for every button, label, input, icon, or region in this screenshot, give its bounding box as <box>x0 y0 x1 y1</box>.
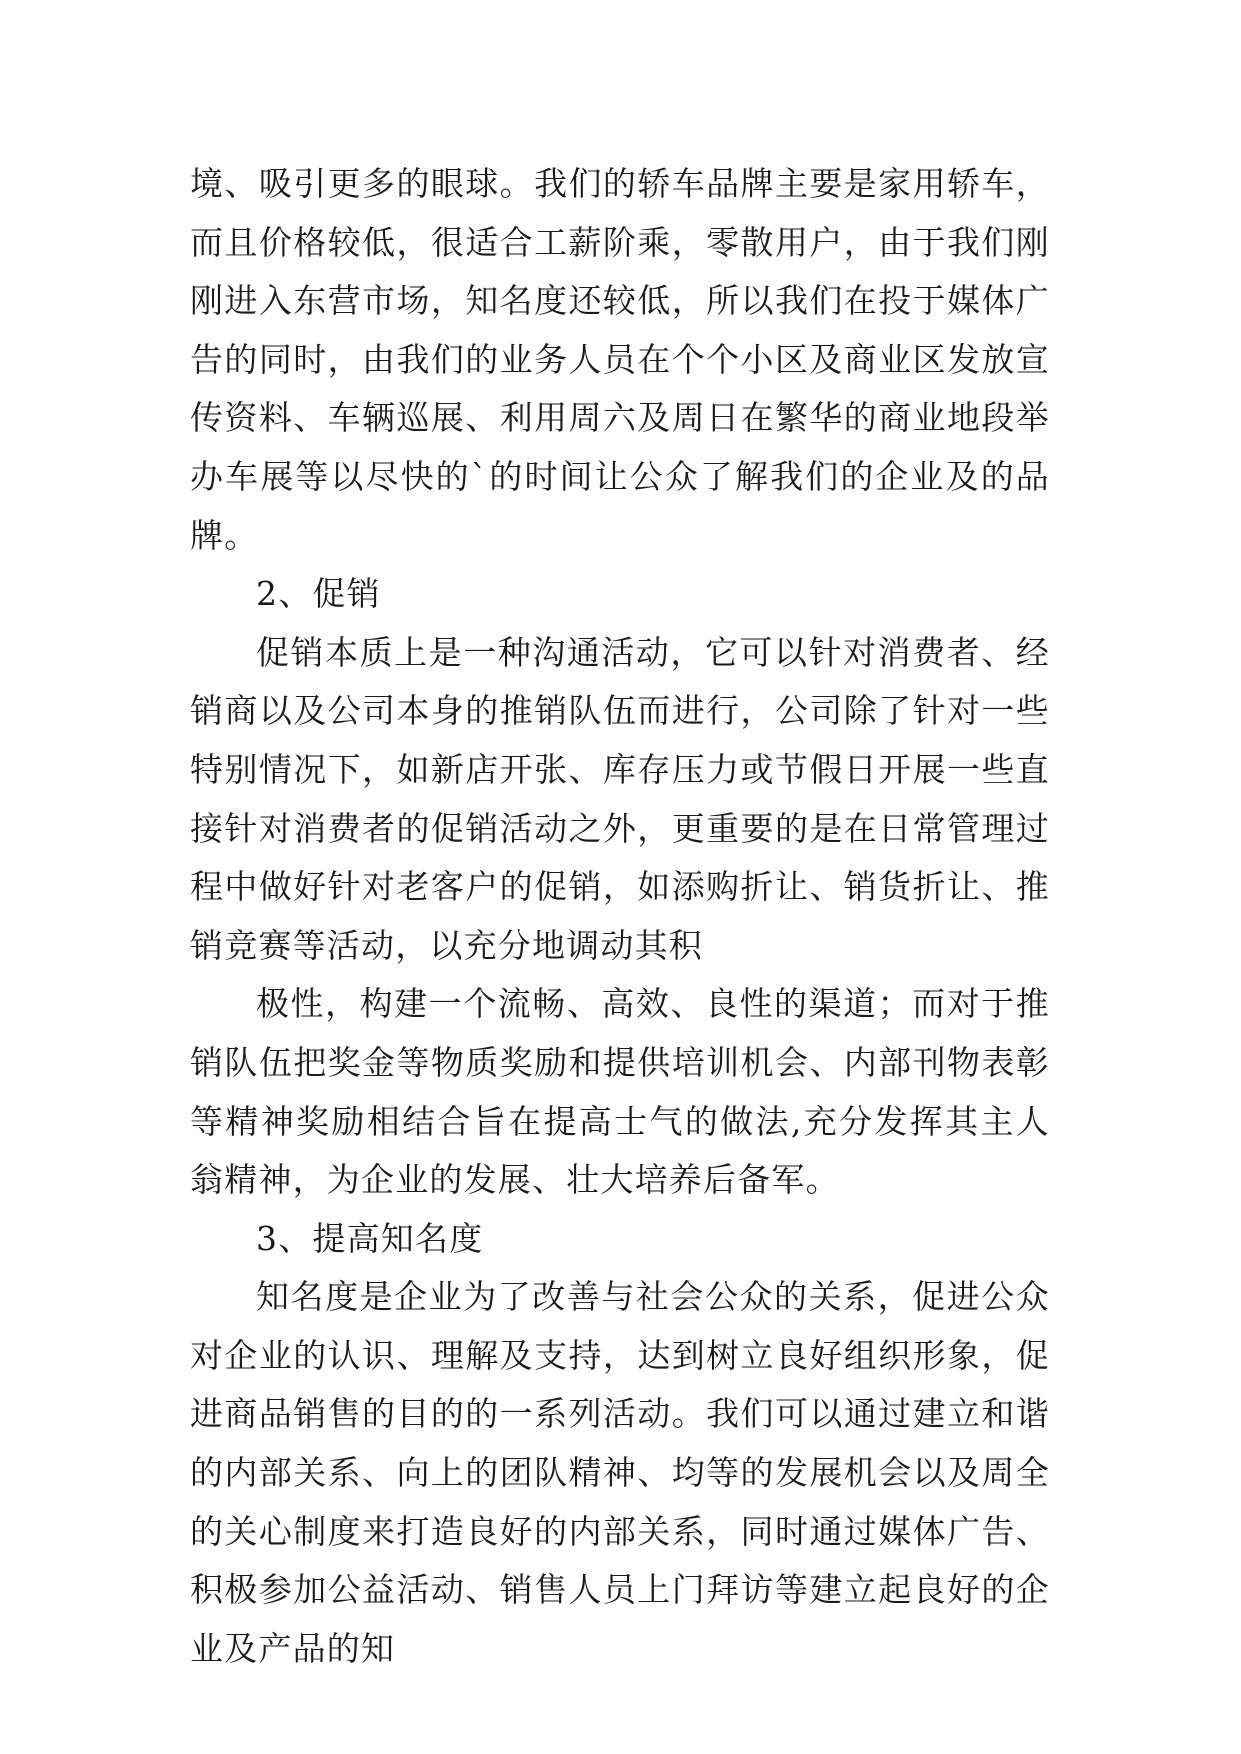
section-heading-awareness: 3、提高知名度 <box>256 1218 484 1258</box>
section-heading-promotion: 2、促销 <box>256 574 381 614</box>
paragraph-awareness-definition: 知名度是企业为了改善与社会公众的关系，促进公众对企业的认识、理解及支持，达到树立良好组织形象，促进商品销售的目的的一系列活动。我们可以通过建立和谐的内部关系、向上的团队精神、均等的发展机会以及周全的关心制度来打造良好的内部关系，同时通过媒体广告、积极参加公益活动、销售人员上门拜访等建立起良好的企业及产品的知 <box>190 1277 1050 1668</box>
paragraph-sales-team-motivation: 极性，构建一个流畅、高效、良性的渠道；而对于推销队伍把奖金等物质奖励和提供培训机会、内部刊物表彰等精神奖励相结合旨在提高士气的做法,充分发挥其主人翁精神，为企业的发展、壮大培养后备军。 <box>190 984 1050 1200</box>
document-body <box>190 155 1050 1678</box>
paragraph-promotion-nature: 促销本质上是一种沟通活动，它可以针对消费者、经销商以及公司本身的推销队伍而进行，公司除了针对一些特别情况下，如新店开张、库存压力或节假日开展一些直接针对消费者的促销活动之外，更重要的是在日常管理过程中做好针对老客户的促销，如添购折让、销货折让、推销竞赛等活动，以充分地调动其积 <box>190 632 1050 965</box>
paragraph-brand-promotion: 境、吸引更多的眼球。我们的轿车品牌主要是家用轿车，而且价格较低，很适合工薪阶乘，零散用户，由于我们刚刚进入东营市场，知名度还较低，所以我们在投于媒体广告的同时，由我们的业务人员在个个小区及商业区发放宣传资料、车辆巡展、利用周六及周日在繁华的商业地段举办车展等以尽快的`的时间让公众了解我们的企业及的品牌。 <box>190 164 1050 555</box>
